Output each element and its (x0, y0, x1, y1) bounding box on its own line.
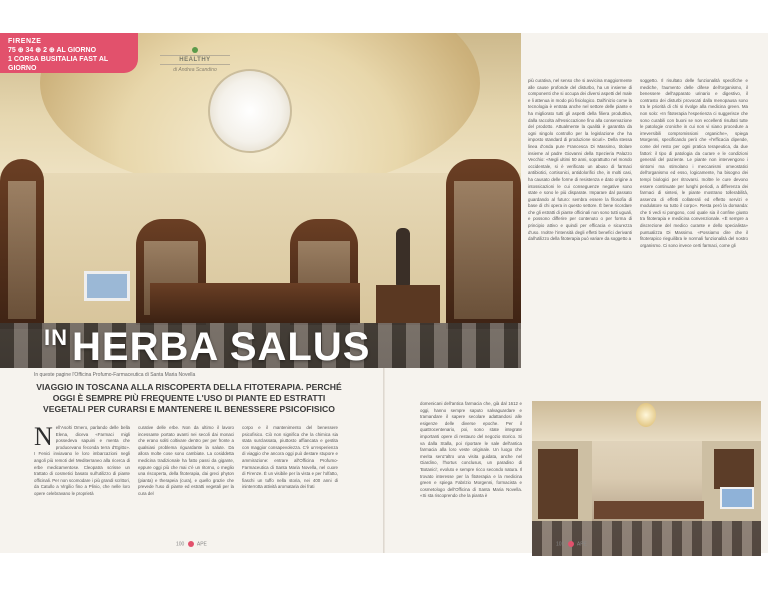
folio-left (176, 541, 207, 547)
wooden-cabinet (538, 449, 578, 519)
magazine-name: APE (576, 541, 587, 548)
statue (396, 228, 410, 286)
display-table (594, 501, 704, 519)
location-badge (0, 33, 138, 73)
photo-caption: In queste pagine l'Officina Profumo-Farmaceutica di Santa Maria Novella (34, 372, 196, 378)
article-deck: VIAGGIO IN TOSCANA ALLA RISCOPERTA DELLA FITOTERAPIA. PERCHÉ OGGI È SEMPRE PIÙ FREQUENTE L'USO DI PIANTE ED ESTRATTI VEGETALI PER CURARSI E MANTENERE IL BENESSERE PSICOFISICO (36, 382, 342, 414)
badge-line-1: 75 ⊕ 34 ⊕ 2 ⊕ AL GIORNO (8, 47, 97, 54)
leaf-icon (192, 47, 198, 53)
page-number: 101 (556, 541, 565, 548)
checkered-floor (532, 521, 761, 556)
body-column-5: più curativa, nel senso che si avvicina maggiormente alle cause profonde del disturbo, ha un insieme di componenti che si occupa dei diversi aspetti del male e li attenua in modo più fisiologico. Dall'inizio come la tecnologia è entrata anche nel settore delle piante e ha migliorato tutti gli aspetti della filiera produttiva, dalla raccolta all'essiccazione fino alla conservazione del prodotto. Attualmente la qualità è garantita da ogni singolo controllo per la legislazione che ha imposto standard di produzione sicuri». Della stessa linea d'onda pure Francesca Di Massimo, titolare insieme al padre Giovanni della Spezieria Palazzo Vecchio: «Negli ultimi 50 anni, soprattutto nel mondo occidentale, si è verificato un abuso di farmaci antibiotici, cortisonici, antidolorifici che, in molti casi, ha causato delle forme di resistenza e dato origine a intossicazioni le cui conseguenze negative sono state e sono le più disparate. Imparare dal passato guardando al futuro: sembra essere la filosofia di base di chi opera in questo settore. È bene ricordare che gli estratti di piante officinali non sono tutti uguali, e possono differire per contenuto o per forma di principio attivo e quindi per efficacia e sicurezza d'uso. Inoltre l'intensità degli effetti benefici derivanti dall'utilizzo della fitoterapia può variare da soggetto a (528, 78, 632, 242)
section-label: HEALTHY (160, 55, 230, 65)
section-tag (160, 47, 230, 73)
page-number: 100 (176, 541, 185, 548)
wooden-cabinet (0, 159, 44, 329)
body-column-6: soggetto. Il risultato delle funzionalità specifiche e mediche, l'aumento delle difese dell'organismo, il benessere dell'apparato urinario e digestivo, il contrasto dei disturbi provocati dalla menopausa sono tra le priorità di chi si rivolge alla medicina green. Ma non solo: «In fitoterapia l'esperienza ci suggerisce che sono curabili con buoni se non eccellenti risultati tutte le patologie croniche in cui non vi siano procedure a irreversibili compromissioni organiche», spiega Morgenni, specificando però che «l'efficacia dipende, come del resto per ogni pratica terapeutica, da due fattori: il tipo di patologia da curare e le condizioni generali del paziente. Le piante non intervengono i sintomi ma stimolano i meccanismi omeostatici dell'organismo ed esso, logicamente, ha bisogno dei tempi biologici per ritrovarsi. Inoltre le cure devono essere continuate per lunghi periodi, a differenza dei farmaci di sintesi, le piante mostrano tollerabilità, assenza di effetti collaterali ed effetto servizi e modulatore su tutto il corpo». Resta però la domanda: che ti vedi si pongono, così quale sia il confine giusto tra fitoterapia e medicina convenzionale. «È sempre a discrezione del medico curante e dello specialista» puntualizza Di Massimo. «Possiamo dire che il fitoterapico rieguilibra le normali funzionalità del nostro organismo. Ci sono invece certi farmaci, come gli (640, 78, 748, 248)
chandelier (636, 403, 656, 427)
byline: di Andrea Scandino (173, 67, 217, 73)
statue-pedestal (376, 285, 440, 325)
title-prefix: IN (44, 325, 68, 350)
rose-window (208, 69, 292, 153)
drop-cap: N (34, 422, 53, 451)
display-screen (720, 487, 754, 509)
title-main: HERBA SALUS (72, 325, 371, 368)
magazine-logo-icon (188, 541, 194, 547)
badge-city: FIRENZE (8, 38, 42, 45)
body-text: ell'Asolti Omero, parlando delle bella Elena, diceva «Farmaci migli possedeva sapuini e menta che producevano feconda terra d'Egitto». I Fenici inviavano le loro imbarcazioni negli angoli più remoti del Mediterraneo alla ricerca di erbe medicamentose. Cleopatra scrisse un trattato di cosmetici basato sull'utilizzo di piante officinali. Per non scomodare i più grandi scrittori, da Catullo a Virgilio fino a Plinio, che nelle loro opere celebravano le proprietà (34, 425, 130, 496)
magazine-logo-icon (568, 541, 574, 547)
body-column-2: curative delle erbe. Non da ultimo il lavoro incessante portato avanti nei secoli dai monaci che erano soliti coltivare dentro per per fronte a qualsiasi problema riguardante la salute. Da allora molte cose sono cambiate. La cosiddetta medicina tradizionale ha fatto passi da gigante, eppure oggi più che mai c'è un ritorno, o meglio una riscoperta, della fitoterapia, dai greci phyton (pianta) e therapeia (cura), e quello grazie che prevede l'uso di piante ed estratti vegetali per la cura del (138, 425, 234, 496)
body-column-1 (34, 422, 130, 498)
body-column-3: corpo e il mantenimento del benessere psicofisico. Ciò non significa che la chimica sia stata surclassata, piuttosto affiancata e gestita con maggior consapevolezza. C'è un'esperienza di viaggio che ancora oggi può destare stupore e ammirazione: entrare all'Officina Profumo-Farmaceutica di Santa Maria Novella, nel cuore di Firenze. È un visibile per la vista e per l'olfatto, fiaschi un tuffo nella storia, nei 400 anni di ininterrotta attività aromataria dei frati (242, 425, 338, 490)
display-screen (84, 271, 130, 301)
wooden-cabinet (446, 159, 521, 329)
hero-photo-pharmacy-interior (0, 33, 521, 368)
body-column-4: domenicani dell'antica farmacia che, già dal 1612 e oggi, hanno sempre saputo salvaguardare e tramandare il sapere secolare adattandosi alle esigenze delle diverse epoche. Per il quattrocentenario, poi, sono state integrate importanti opere di restauro del negozio storico. Si va dalla Stalla, poi riportare le sale dell'antica farmacia alla loro veste originale. Un luogo che merita senz'altro una visita guidata, anche nel Giardino, l'hortus conclusus, un paradiso di 'Botanici', evoluto e sempre ricco secondo natura. Il trovato interesse per la fitoterapia e la medicina green e spiega Fabrizio Morgenni, formacista e cosmetologo dell'Officina di Santa Maria Novella. «Si sta riscoprendo che la pianta è (420, 401, 522, 499)
badge-line-2: 1 CORSA BUSITALIA FAST AL GIORNO (8, 56, 109, 72)
folio-right (556, 541, 587, 547)
magazine-spread (0, 33, 768, 553)
wooden-cabinet (714, 449, 754, 489)
magazine-name: APE (196, 541, 207, 548)
sales-counter (150, 283, 360, 323)
photo-pharmacy-hall (532, 401, 761, 556)
article-title (44, 325, 370, 368)
